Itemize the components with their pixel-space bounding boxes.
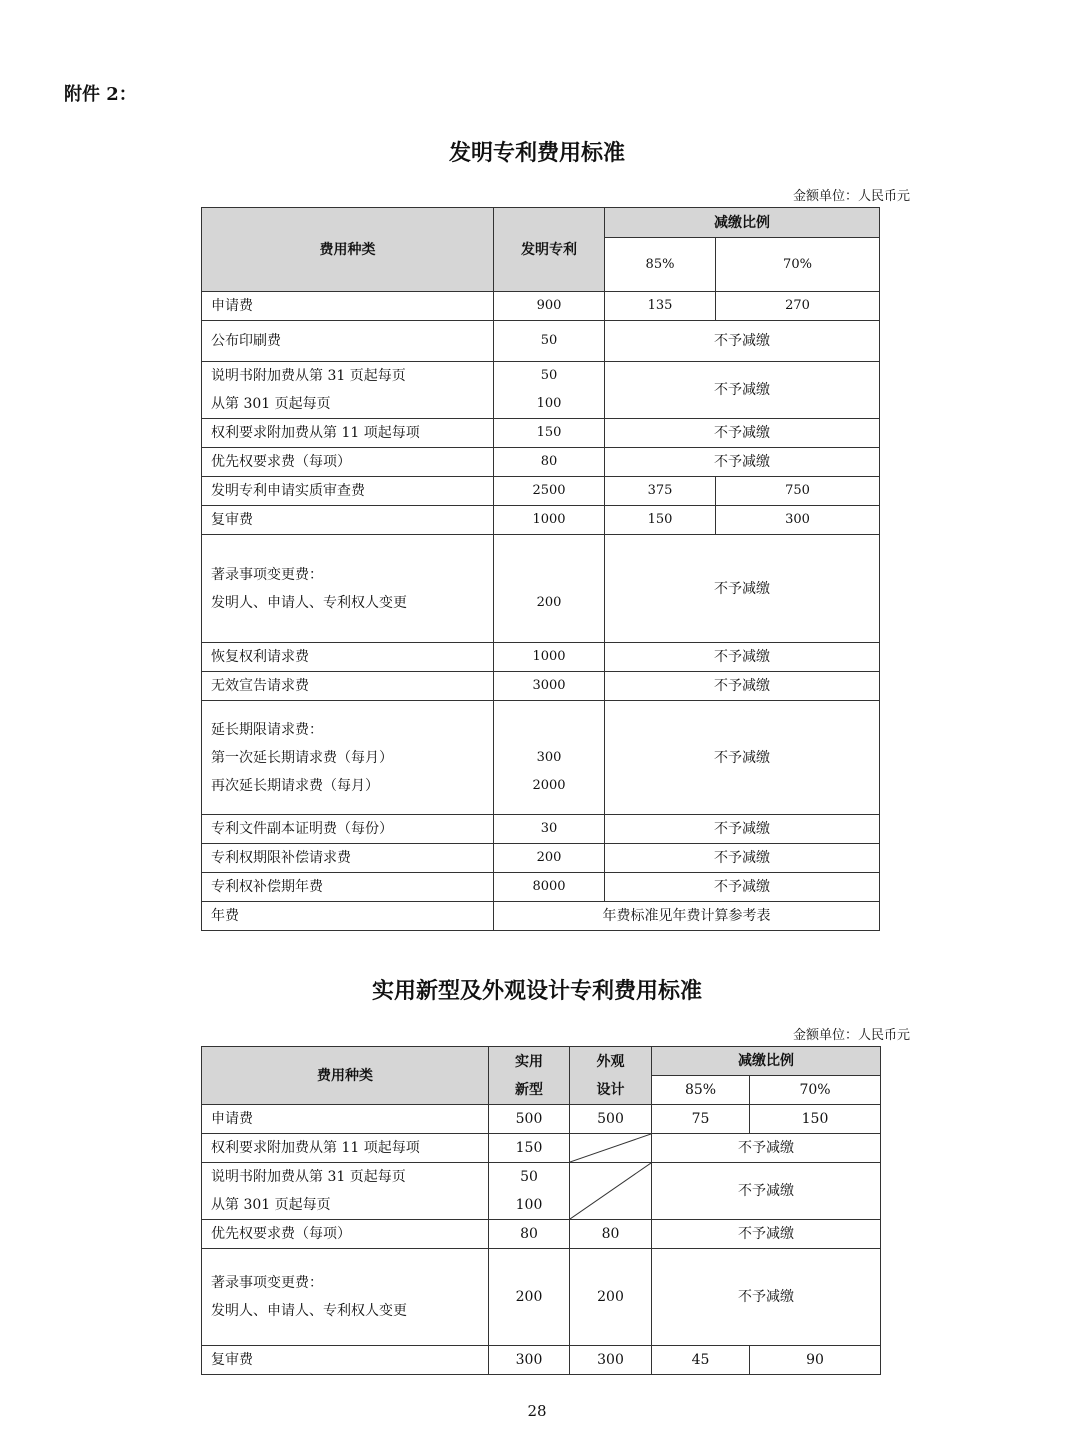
- fee-amount-line: 100: [536, 396, 562, 411]
- fee-name: [202, 506, 494, 535]
- fee-amount-line: 900: [536, 298, 562, 313]
- fee-row: [202, 477, 880, 506]
- invention-fee-title: 发明专利费用标准: [448, 140, 625, 166]
- utility-amount-line: 300: [515, 1352, 543, 1368]
- fee-amount-line: 50: [540, 368, 558, 383]
- fee-name-line: 说明书附加费从第 31 页起每页: [211, 368, 406, 384]
- header-row: [202, 1047, 881, 1076]
- reduced-85: 75: [652, 1105, 750, 1134]
- fee-name-line: 年费: [211, 908, 239, 924]
- fee-amount: [494, 535, 605, 643]
- attachment-label: 附件 2：: [64, 84, 137, 105]
- no-reduction-note: 不予减缴: [652, 1134, 881, 1163]
- design-amount: [570, 1249, 652, 1346]
- fee-row: [202, 362, 880, 419]
- header-70-percent: 70%: [716, 238, 880, 292]
- fee-amount: [494, 362, 605, 419]
- fee-amount: [494, 672, 605, 701]
- fee-name-line: 优先权要求费（每项）: [211, 1226, 351, 1242]
- utility-amount: [489, 1163, 570, 1220]
- no-reduction-note: 不予减缴: [652, 1220, 881, 1249]
- utility-amount: [489, 1134, 570, 1163]
- fee-amount-line: 200: [536, 850, 562, 865]
- fee-name-line: 著录事项变更费：: [211, 1275, 323, 1291]
- fee-amount-line: 50: [540, 333, 558, 348]
- fee-name: [202, 477, 494, 506]
- fee-name-line: 恢复权利请求费: [211, 649, 309, 665]
- header-70-percent: 70%: [750, 1076, 881, 1105]
- utility-amount-line: 500: [515, 1111, 543, 1127]
- not-applicable-diagonal: [570, 1134, 651, 1162]
- reduced-85: 45: [652, 1346, 750, 1375]
- annual-fee-note: 年费标准见年费计算参考表: [494, 902, 880, 931]
- fee-name-line: 延长期限请求费：: [211, 721, 323, 738]
- design-amount-line: 80: [601, 1226, 620, 1242]
- fee-amount-line: 8000: [532, 879, 566, 894]
- fee-name-line: 无效宣告请求费: [211, 678, 309, 694]
- fee-name: [202, 1105, 489, 1134]
- no-reduction-note: 不予减缴: [605, 321, 880, 362]
- invention-fee-table: [201, 207, 880, 931]
- fee-row: [202, 873, 880, 902]
- design-amount-line: 500: [597, 1111, 624, 1127]
- reduced-70: 300: [716, 506, 880, 535]
- reduced-70: 750: [716, 477, 880, 506]
- header-utility-model: [489, 1047, 570, 1105]
- fee-row: [202, 321, 880, 362]
- no-reduction-note: 不予减缴: [605, 672, 880, 701]
- fee-name-line: 发明专利申请实质审查费: [211, 483, 365, 499]
- reduced-70: 90: [750, 1346, 881, 1375]
- fee-name-line: 说明书附加费从第 31 页起每页: [211, 1169, 406, 1185]
- utility-amount: [489, 1105, 570, 1134]
- fee-amount: [494, 477, 605, 506]
- design-amount: [570, 1220, 652, 1249]
- header-design-line: 设计: [596, 1081, 625, 1098]
- no-reduction-note: 不予减缴: [605, 701, 880, 815]
- fee-name: [202, 535, 494, 643]
- fee-name-line: 专利文件副本证明费（每份）: [211, 821, 393, 837]
- fee-row: [202, 1346, 881, 1375]
- fee-name-line: 第一次延长期请求费（每月）: [211, 749, 393, 766]
- header-category: 费用种类: [202, 1047, 489, 1105]
- header-row: [202, 208, 880, 238]
- header-design: [570, 1047, 652, 1105]
- fee-row: [202, 448, 880, 477]
- page-number: 28: [527, 1402, 547, 1420]
- reduced-85: 135: [605, 292, 716, 321]
- currency-unit-note: 金额单位：人民币元: [792, 1028, 910, 1043]
- fee-row: [202, 1249, 881, 1346]
- design-amount: [570, 1346, 652, 1375]
- fee-name: [202, 321, 494, 362]
- no-reduction-note: 不予减缴: [652, 1249, 881, 1346]
- design-amount-line: 300: [597, 1352, 624, 1368]
- utility-design-fee-title: 实用新型及外观设计专利费用标准: [371, 978, 702, 1004]
- fee-name: [202, 448, 494, 477]
- fee-row: [202, 1134, 881, 1163]
- fee-amount-line: 1000: [532, 512, 566, 527]
- design-amount-line: 200: [597, 1289, 624, 1305]
- fee-name-line: 从第 301 页起每页: [211, 1197, 331, 1213]
- fee-amount-line: 3000: [532, 678, 566, 693]
- no-reduction-note: 不予减缴: [605, 643, 880, 672]
- fee-name-line: 复审费: [211, 1352, 253, 1368]
- fee-name-line: 公布印刷费: [211, 333, 281, 349]
- fee-amount: [494, 506, 605, 535]
- fee-name-line: 再次延长期请求费（每月）: [211, 777, 379, 794]
- no-reduction-note: 不予减缴: [605, 448, 880, 477]
- fee-name: [202, 292, 494, 321]
- fee-name-line: 申请费: [211, 298, 253, 314]
- fee-amount-line: 2000: [532, 777, 566, 793]
- fee-name-line: 优先权要求费（每项）: [211, 454, 351, 470]
- fee-row: [202, 535, 880, 643]
- fee-row: [202, 1220, 881, 1249]
- header-reduction-ratio: 减缴比例: [605, 208, 880, 238]
- fee-amount-line: 150: [536, 425, 562, 440]
- spacer: [494, 716, 604, 744]
- fee-amount-line: 2500: [532, 483, 566, 498]
- fee-amount: [494, 419, 605, 448]
- fee-amount: [494, 873, 605, 902]
- fee-amount: [494, 321, 605, 362]
- fee-name: [202, 1163, 489, 1220]
- fee-name: [202, 902, 494, 931]
- utility-amount-line: 80: [520, 1226, 538, 1242]
- fee-amount-line: 80: [540, 454, 558, 469]
- reduced-70: 150: [750, 1105, 881, 1134]
- fee-name-line: 申请费: [211, 1111, 253, 1127]
- fee-name: [202, 643, 494, 672]
- header-utility-line: 新型: [515, 1081, 543, 1098]
- utility-amount-line: 150: [515, 1140, 543, 1156]
- header-85-percent: 85%: [605, 238, 716, 292]
- fee-name-line: 发明人、申请人、专利权人变更: [211, 594, 407, 611]
- utility-amount: [489, 1346, 570, 1375]
- header-utility-line: 实用: [515, 1053, 543, 1070]
- fee-name: [202, 844, 494, 873]
- fee-amount-line: 1000: [532, 649, 566, 664]
- utility-amount: [489, 1220, 570, 1249]
- fee-amount-line: 30: [540, 821, 558, 836]
- no-reduction-note: 不予减缴: [605, 535, 880, 643]
- fee-row: [202, 419, 880, 448]
- reduced-85: 150: [605, 506, 716, 535]
- reduced-85: 375: [605, 477, 716, 506]
- fee-name: [202, 1249, 489, 1346]
- fee-row: [202, 815, 880, 844]
- design-not-applicable: [570, 1134, 652, 1163]
- fee-amount: [494, 701, 605, 815]
- utility-amount-line: 200: [515, 1289, 543, 1305]
- utility-design-fee-table: [201, 1046, 881, 1375]
- fee-amount: [494, 643, 605, 672]
- no-reduction-note: 不予减缴: [605, 362, 880, 419]
- fee-amount-line: 300: [536, 749, 562, 765]
- no-reduction-note: 不予减缴: [605, 815, 880, 844]
- fee-name-line: 专利权补偿期年费: [211, 879, 323, 895]
- fee-name: [202, 1346, 489, 1375]
- fee-name: [202, 873, 494, 902]
- no-reduction-note: 不予减缴: [605, 844, 880, 873]
- fee-name: [202, 362, 494, 419]
- design-not-applicable: [570, 1163, 652, 1220]
- fee-amount: [494, 844, 605, 873]
- fee-row: [202, 701, 880, 815]
- fee-name: [202, 419, 494, 448]
- no-reduction-note: 不予减缴: [605, 419, 880, 448]
- no-reduction-note: 不予减缴: [652, 1163, 881, 1220]
- currency-unit-note: 金额单位：人民币元: [792, 189, 910, 204]
- fee-row: [202, 506, 880, 535]
- fee-name-line: 复审费: [211, 512, 253, 528]
- utility-amount-line: 100: [515, 1197, 543, 1213]
- no-reduction-note: 不予减缴: [605, 873, 880, 902]
- fee-row: [202, 292, 880, 321]
- utility-amount: [489, 1249, 570, 1346]
- header-invention-patent: 发明专利: [494, 208, 605, 292]
- fee-name-line: 著录事项变更费：: [211, 566, 323, 583]
- fee-amount-line: 200: [536, 594, 562, 610]
- header-design-line: 外观: [596, 1053, 625, 1070]
- fee-row: [202, 672, 880, 701]
- fee-row: [202, 844, 880, 873]
- fee-name: [202, 672, 494, 701]
- utility-amount-line: 50: [520, 1169, 538, 1185]
- reduced-70: 270: [716, 292, 880, 321]
- fee-name-line: 权利要求附加费从第 11 项起每项: [211, 1140, 420, 1156]
- fee-row: [202, 1163, 881, 1220]
- fee-row: [202, 902, 880, 931]
- spacer: [494, 561, 604, 589]
- fee-name: [202, 1134, 489, 1163]
- fee-amount: [494, 448, 605, 477]
- fee-name-line: 权利要求附加费从第 11 项起每项: [211, 425, 420, 441]
- fee-name: [202, 1220, 489, 1249]
- header-category: 费用种类: [202, 208, 494, 292]
- not-applicable-diagonal: [570, 1163, 651, 1219]
- fee-row: [202, 643, 880, 672]
- header-85-percent: 85%: [652, 1076, 750, 1105]
- design-amount: [570, 1105, 652, 1134]
- fee-amount: [494, 292, 605, 321]
- fee-name-line: 发明人、申请人、专利权人变更: [211, 1303, 407, 1319]
- header-reduction-ratio: 减缴比例: [652, 1047, 881, 1076]
- fee-amount: [494, 815, 605, 844]
- fee-name-line: 专利权期限补偿请求费: [211, 850, 351, 866]
- fee-row: [202, 1105, 881, 1134]
- fee-name-line: 从第 301 页起每页: [211, 396, 331, 412]
- fee-name: [202, 701, 494, 815]
- fee-name: [202, 815, 494, 844]
